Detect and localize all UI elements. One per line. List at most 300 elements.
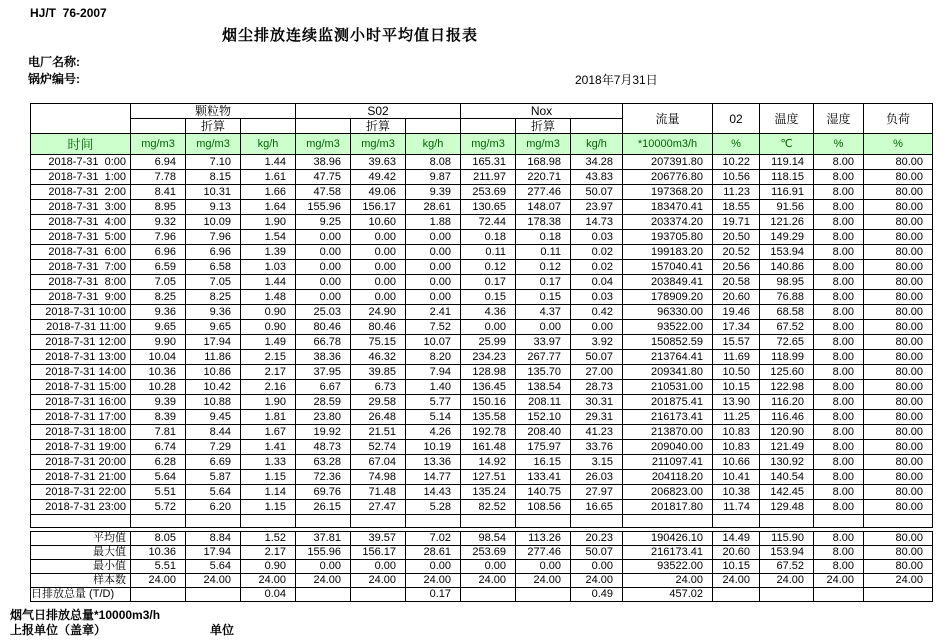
- cell: 80.00: [864, 155, 933, 170]
- blank-cell: [461, 119, 516, 134]
- page-title: 烟尘排放连续监测小时平均值日报表: [222, 27, 479, 44]
- cell: 8.25: [186, 290, 241, 305]
- cell: 118.15: [760, 170, 814, 185]
- cell: 8.00: [814, 320, 864, 335]
- hourly-data-body: [31, 155, 933, 515]
- cell: 3.15: [571, 455, 623, 470]
- cell: 208.40: [516, 425, 571, 440]
- cell: 26.15: [296, 500, 351, 515]
- cell: 0.15: [516, 290, 571, 305]
- cell: [713, 588, 760, 602]
- cell: 9.32: [131, 215, 186, 230]
- cell: 72.36: [296, 470, 351, 485]
- table-row: [31, 185, 933, 200]
- cell-time: 2018-7-31 22:00: [31, 485, 131, 500]
- cell: 8.00: [814, 275, 864, 290]
- cell: 153.94: [760, 546, 814, 560]
- cell: 5.51: [131, 485, 186, 500]
- cell: 277.46: [516, 185, 571, 200]
- cell: 80.00: [864, 410, 933, 425]
- cell: 216173.41: [623, 410, 713, 425]
- cell: 129.48: [760, 500, 814, 515]
- cell: 24.00: [713, 574, 760, 588]
- cell: 10.09: [186, 215, 241, 230]
- subheader-converted-pm: 折算: [186, 119, 241, 134]
- cell: 0.04: [241, 588, 296, 602]
- cell: 153.94: [760, 245, 814, 260]
- cell: 9.65: [131, 320, 186, 335]
- cell: [760, 588, 814, 602]
- cell: 8.00: [814, 290, 864, 305]
- table-row: [31, 532, 933, 546]
- cell: 67.52: [760, 560, 814, 574]
- cell: 115.90: [760, 532, 814, 546]
- cell: 25.03: [296, 305, 351, 320]
- cell: 0.00: [296, 275, 351, 290]
- cell: 11.23: [713, 185, 760, 200]
- cell: 1.33: [241, 455, 296, 470]
- cell: 113.26: [516, 532, 571, 546]
- cell: 93522.00: [623, 320, 713, 335]
- unit-header: mg/m3: [351, 134, 406, 155]
- cell: 121.26: [760, 215, 814, 230]
- cell: 39.57: [351, 532, 406, 546]
- col-header-load: 负荷: [864, 104, 933, 134]
- col-header-flow: 流量: [623, 104, 713, 134]
- cell-time: 2018-7-31 21:00: [31, 470, 131, 485]
- cell: 24.00: [760, 574, 814, 588]
- table-row: [31, 335, 933, 350]
- table-row: [31, 200, 933, 215]
- cell: 80.00: [864, 245, 933, 260]
- unit-header: mg/m3: [296, 134, 351, 155]
- cell: 23.80: [296, 410, 351, 425]
- table-row: [31, 320, 933, 335]
- cell: 7.94: [406, 365, 461, 380]
- boiler-number-label: 锅炉编号:: [28, 72, 80, 86]
- cell: 13.90: [713, 395, 760, 410]
- cell: 2.17: [241, 365, 296, 380]
- cell: 133.41: [516, 470, 571, 485]
- cell: 209040.00: [623, 440, 713, 455]
- cell: 9.45: [186, 410, 241, 425]
- table-row: [31, 260, 933, 275]
- cell: [814, 588, 864, 602]
- cell: 10.42: [186, 380, 241, 395]
- cell: 138.54: [516, 380, 571, 395]
- cell: 119.14: [760, 155, 814, 170]
- cell: 253.69: [461, 546, 516, 560]
- cell: 155.96: [296, 200, 351, 215]
- cell-time: 2018-7-31 9:00: [31, 290, 131, 305]
- cell: 11.25: [713, 410, 760, 425]
- cell: 161.48: [461, 440, 516, 455]
- group-header-so2: S02: [296, 104, 461, 119]
- cell: 26.03: [571, 470, 623, 485]
- cell: 24.00: [296, 574, 351, 588]
- cell-time: 2018-7-31 3:00: [31, 200, 131, 215]
- cell: 28.61: [406, 200, 461, 215]
- cell: [864, 588, 933, 602]
- summary-table: [30, 531, 933, 602]
- cell: 63.28: [296, 455, 351, 470]
- unit-header: mg/m3: [516, 134, 571, 155]
- cell: 80.00: [864, 335, 933, 350]
- cell: 2.41: [406, 305, 461, 320]
- empty-row: [31, 515, 933, 528]
- cell: 76.88: [760, 290, 814, 305]
- cell: 213764.41: [623, 350, 713, 365]
- cell: 48.73: [296, 440, 351, 455]
- cell: 8.00: [814, 170, 864, 185]
- table-row: [31, 170, 933, 185]
- cell: 201817.80: [623, 500, 713, 515]
- cell: 0.00: [571, 560, 623, 574]
- cell: 8.00: [814, 485, 864, 500]
- table-row: [31, 485, 933, 500]
- cell: 5.87: [186, 470, 241, 485]
- cell: 19.92: [296, 425, 351, 440]
- cell: 209341.80: [623, 365, 713, 380]
- cell: 14.77: [406, 470, 461, 485]
- cell: 130.65: [461, 200, 516, 215]
- cell: 2.17: [241, 546, 296, 560]
- cell: 5.64: [186, 560, 241, 574]
- cell: 16.15: [516, 455, 571, 470]
- cell: [461, 588, 516, 602]
- cell: 6.74: [131, 440, 186, 455]
- table-row: [31, 546, 933, 560]
- cell-time: 2018-7-31 0:00: [31, 155, 131, 170]
- cell: 17.34: [713, 320, 760, 335]
- cell: 50.07: [571, 546, 623, 560]
- cell: 52.74: [351, 440, 406, 455]
- cell: 149.29: [760, 230, 814, 245]
- cell: 267.77: [516, 350, 571, 365]
- cell: 0.15: [461, 290, 516, 305]
- cell: 6.67: [296, 380, 351, 395]
- unit-header: mg/m3: [131, 134, 186, 155]
- cell: 8.00: [814, 305, 864, 320]
- cell-time: 2018-7-31 7:00: [31, 260, 131, 275]
- cell: 24.00: [461, 574, 516, 588]
- cell: 10.28: [131, 380, 186, 395]
- cell: [516, 588, 571, 602]
- cell: 14.73: [571, 215, 623, 230]
- cell: 8.00: [814, 230, 864, 245]
- cell: 11.69: [713, 350, 760, 365]
- cell: 213870.00: [623, 425, 713, 440]
- cell-time: 2018-7-31 5:00: [31, 230, 131, 245]
- cell: 10.38: [713, 485, 760, 500]
- cell: 140.54: [760, 470, 814, 485]
- cell: 0.00: [296, 560, 351, 574]
- cell: 38.96: [296, 155, 351, 170]
- cell: 37.95: [296, 365, 351, 380]
- cell: 80.00: [864, 290, 933, 305]
- cell: 1.67: [241, 425, 296, 440]
- cell-time: 2018-7-31 15:00: [31, 380, 131, 395]
- cell: 0.00: [351, 245, 406, 260]
- standard-code: HJ/T 76-2007: [30, 6, 107, 20]
- cell: 0.11: [516, 245, 571, 260]
- cell: 15.57: [713, 335, 760, 350]
- cell: 1.64: [241, 200, 296, 215]
- cell: 7.10: [186, 155, 241, 170]
- cell: 18.55: [713, 200, 760, 215]
- cell: 1.90: [241, 215, 296, 230]
- cell: 1.15: [241, 500, 296, 515]
- cell-time: 2018-7-31 16:00: [31, 395, 131, 410]
- cell: 6.69: [186, 455, 241, 470]
- cell: 9.13: [186, 200, 241, 215]
- cell: 19.46: [713, 305, 760, 320]
- cell: 20.50: [713, 230, 760, 245]
- table-row: [31, 588, 933, 602]
- cell: 80.00: [864, 200, 933, 215]
- cell-time: 2018-7-31 6:00: [31, 245, 131, 260]
- cell: 5.72: [131, 500, 186, 515]
- cell: 183470.41: [623, 200, 713, 215]
- cell: 8.00: [814, 532, 864, 546]
- cell: 116.91: [760, 185, 814, 200]
- table-row: [31, 574, 933, 588]
- cell-time: 日排放总量 (T/D): [31, 588, 131, 602]
- unit-header: kg/h: [241, 134, 296, 155]
- cell: 69.76: [296, 485, 351, 500]
- cell: 80.46: [351, 320, 406, 335]
- cell: 135.58: [461, 410, 516, 425]
- cell: 108.56: [516, 500, 571, 515]
- cell: 201875.41: [623, 395, 713, 410]
- cell: [131, 588, 186, 602]
- cell: 1.41: [241, 440, 296, 455]
- cell: 80.00: [864, 350, 933, 365]
- cell: 80.00: [864, 320, 933, 335]
- cell: 7.05: [186, 275, 241, 290]
- cell: 50.07: [571, 350, 623, 365]
- cell: 8.00: [814, 185, 864, 200]
- cell: 49.06: [351, 185, 406, 200]
- cell: 0.12: [516, 260, 571, 275]
- cell: 9.90: [131, 335, 186, 350]
- cell: 208.11: [516, 395, 571, 410]
- cell: 0.00: [406, 290, 461, 305]
- cell: 0.02: [571, 245, 623, 260]
- cell: 207391.80: [623, 155, 713, 170]
- cell: 9.39: [131, 395, 186, 410]
- table-row: [31, 560, 933, 574]
- cell: 10.88: [186, 395, 241, 410]
- cell: 0.17: [516, 275, 571, 290]
- cell: 10.04: [131, 350, 186, 365]
- cell: 6.96: [186, 245, 241, 260]
- cell: 93522.00: [623, 560, 713, 574]
- cell: 6.73: [351, 380, 406, 395]
- cell: 9.36: [186, 305, 241, 320]
- cell: 0.00: [296, 260, 351, 275]
- cell: 80.00: [864, 425, 933, 440]
- cell: 0.49: [571, 588, 623, 602]
- cell: 80.00: [864, 470, 933, 485]
- cell: 199183.20: [623, 245, 713, 260]
- cell: 80.00: [864, 532, 933, 546]
- cell: 8.41: [131, 185, 186, 200]
- blank-cell: [571, 119, 623, 134]
- cell: 457.02: [623, 588, 713, 602]
- cell: 0.00: [406, 245, 461, 260]
- cell: 49.42: [351, 170, 406, 185]
- cell: 0.00: [406, 230, 461, 245]
- unit-header: mg/m3: [461, 134, 516, 155]
- cell: 8.95: [131, 200, 186, 215]
- cell: 24.00: [131, 574, 186, 588]
- plant-name-label: 电厂名称:: [28, 55, 80, 69]
- cell: 0.00: [461, 560, 516, 574]
- cell: 67.04: [351, 455, 406, 470]
- cell-time: 2018-7-31 13:00: [31, 350, 131, 365]
- empty-band: [31, 515, 933, 528]
- cell: 1.90: [241, 395, 296, 410]
- cell: 80.00: [864, 305, 933, 320]
- cell-time: 2018-7-31 10:00: [31, 305, 131, 320]
- cell: 24.00: [623, 574, 713, 588]
- cell: 130.92: [760, 455, 814, 470]
- cell: [186, 588, 241, 602]
- cell: 3.92: [571, 335, 623, 350]
- cell: 2.16: [241, 380, 296, 395]
- cell: 80.00: [864, 440, 933, 455]
- table-row: [31, 350, 933, 365]
- cell: 8.00: [814, 546, 864, 560]
- cell: 5.77: [406, 395, 461, 410]
- cell: 10.83: [713, 425, 760, 440]
- cell: 125.60: [760, 365, 814, 380]
- cell: 28.59: [296, 395, 351, 410]
- cell: 8.00: [814, 155, 864, 170]
- cell: 8.00: [814, 335, 864, 350]
- cell: 8.00: [814, 500, 864, 515]
- flue-gas-total-note: 烟气日排放总量*10000m3/h: [10, 608, 161, 622]
- cell: 8.00: [814, 200, 864, 215]
- cell: 10.15: [713, 380, 760, 395]
- cell: 37.81: [296, 532, 351, 546]
- cell: 0.90: [241, 560, 296, 574]
- cell: 0.00: [406, 275, 461, 290]
- cell: 220.71: [516, 170, 571, 185]
- cell: 0.17: [406, 588, 461, 602]
- cell: 0.90: [241, 305, 296, 320]
- cell: 10.56: [713, 170, 760, 185]
- cell: 5.14: [406, 410, 461, 425]
- cell: 0.18: [461, 230, 516, 245]
- cell-time: 2018-7-31 23:00: [31, 500, 131, 515]
- unit-header: mg/m3: [186, 134, 241, 155]
- cell: 8.20: [406, 350, 461, 365]
- cell: 142.45: [760, 485, 814, 500]
- cell: 1.44: [241, 275, 296, 290]
- table-row: [31, 290, 933, 305]
- cell-time: 2018-7-31 20:00: [31, 455, 131, 470]
- table-row: [31, 500, 933, 515]
- cell: 206823.00: [623, 485, 713, 500]
- cell: 0.42: [571, 305, 623, 320]
- cell: 7.81: [131, 425, 186, 440]
- cell: 80.46: [296, 320, 351, 335]
- cell: 204118.20: [623, 470, 713, 485]
- cell: 1.03: [241, 260, 296, 275]
- cell: 80.00: [864, 260, 933, 275]
- reporting-unit-label: 上报单位（盖章）: [10, 623, 107, 637]
- cell: 120.90: [760, 425, 814, 440]
- cell: 10.83: [713, 440, 760, 455]
- cell: 11.74: [713, 500, 760, 515]
- table-row: [31, 305, 933, 320]
- cell-time: 2018-7-31 8:00: [31, 275, 131, 290]
- subheader-converted-nox: 折算: [516, 119, 571, 134]
- cell: 1.48: [241, 290, 296, 305]
- cell: 11.86: [186, 350, 241, 365]
- cell: 6.59: [131, 260, 186, 275]
- cell: 20.52: [713, 245, 760, 260]
- cell: 9.25: [296, 215, 351, 230]
- cell: 46.32: [351, 350, 406, 365]
- cell: 210531.00: [623, 380, 713, 395]
- cell-time: 样本数: [31, 574, 131, 588]
- cell: 6.58: [186, 260, 241, 275]
- cell: 20.23: [571, 532, 623, 546]
- cell: 0.00: [571, 320, 623, 335]
- cell: 91.56: [760, 200, 814, 215]
- cell: 9.36: [131, 305, 186, 320]
- cell: 33.97: [516, 335, 571, 350]
- cell: 197368.20: [623, 185, 713, 200]
- cell: 82.52: [461, 500, 516, 515]
- cell: 216173.41: [623, 546, 713, 560]
- table-row: [31, 410, 933, 425]
- cell: 10.36: [131, 546, 186, 560]
- cell: 211097.41: [623, 455, 713, 470]
- cell: 190426.10: [623, 532, 713, 546]
- unit-header: %: [864, 134, 933, 155]
- cell: 16.65: [571, 500, 623, 515]
- cell: 8.00: [814, 260, 864, 275]
- cell: 13.36: [406, 455, 461, 470]
- cell-time: 2018-7-31 14:00: [31, 365, 131, 380]
- cell: 80.00: [864, 230, 933, 245]
- cell: 206776.80: [623, 170, 713, 185]
- cell: 1.88: [406, 215, 461, 230]
- cell: 66.78: [296, 335, 351, 350]
- cell: 47.75: [296, 170, 351, 185]
- cell-time: 2018-7-31 17:00: [31, 410, 131, 425]
- group-header-pm: 颗粒物: [131, 104, 296, 119]
- cell: 1.66: [241, 185, 296, 200]
- cell: 7.02: [406, 532, 461, 546]
- cell: 1.15: [241, 470, 296, 485]
- cell: 39.63: [351, 155, 406, 170]
- unit-header: %: [814, 134, 864, 155]
- cell: 1.14: [241, 485, 296, 500]
- cell: 9.65: [186, 320, 241, 335]
- cell: 4.26: [406, 425, 461, 440]
- cell-time: 2018-7-31 11:00: [31, 320, 131, 335]
- cell: 1.44: [241, 155, 296, 170]
- cell: 33.76: [571, 440, 623, 455]
- cell: 80.00: [864, 170, 933, 185]
- cell: 68.58: [760, 305, 814, 320]
- cell: 20.60: [713, 290, 760, 305]
